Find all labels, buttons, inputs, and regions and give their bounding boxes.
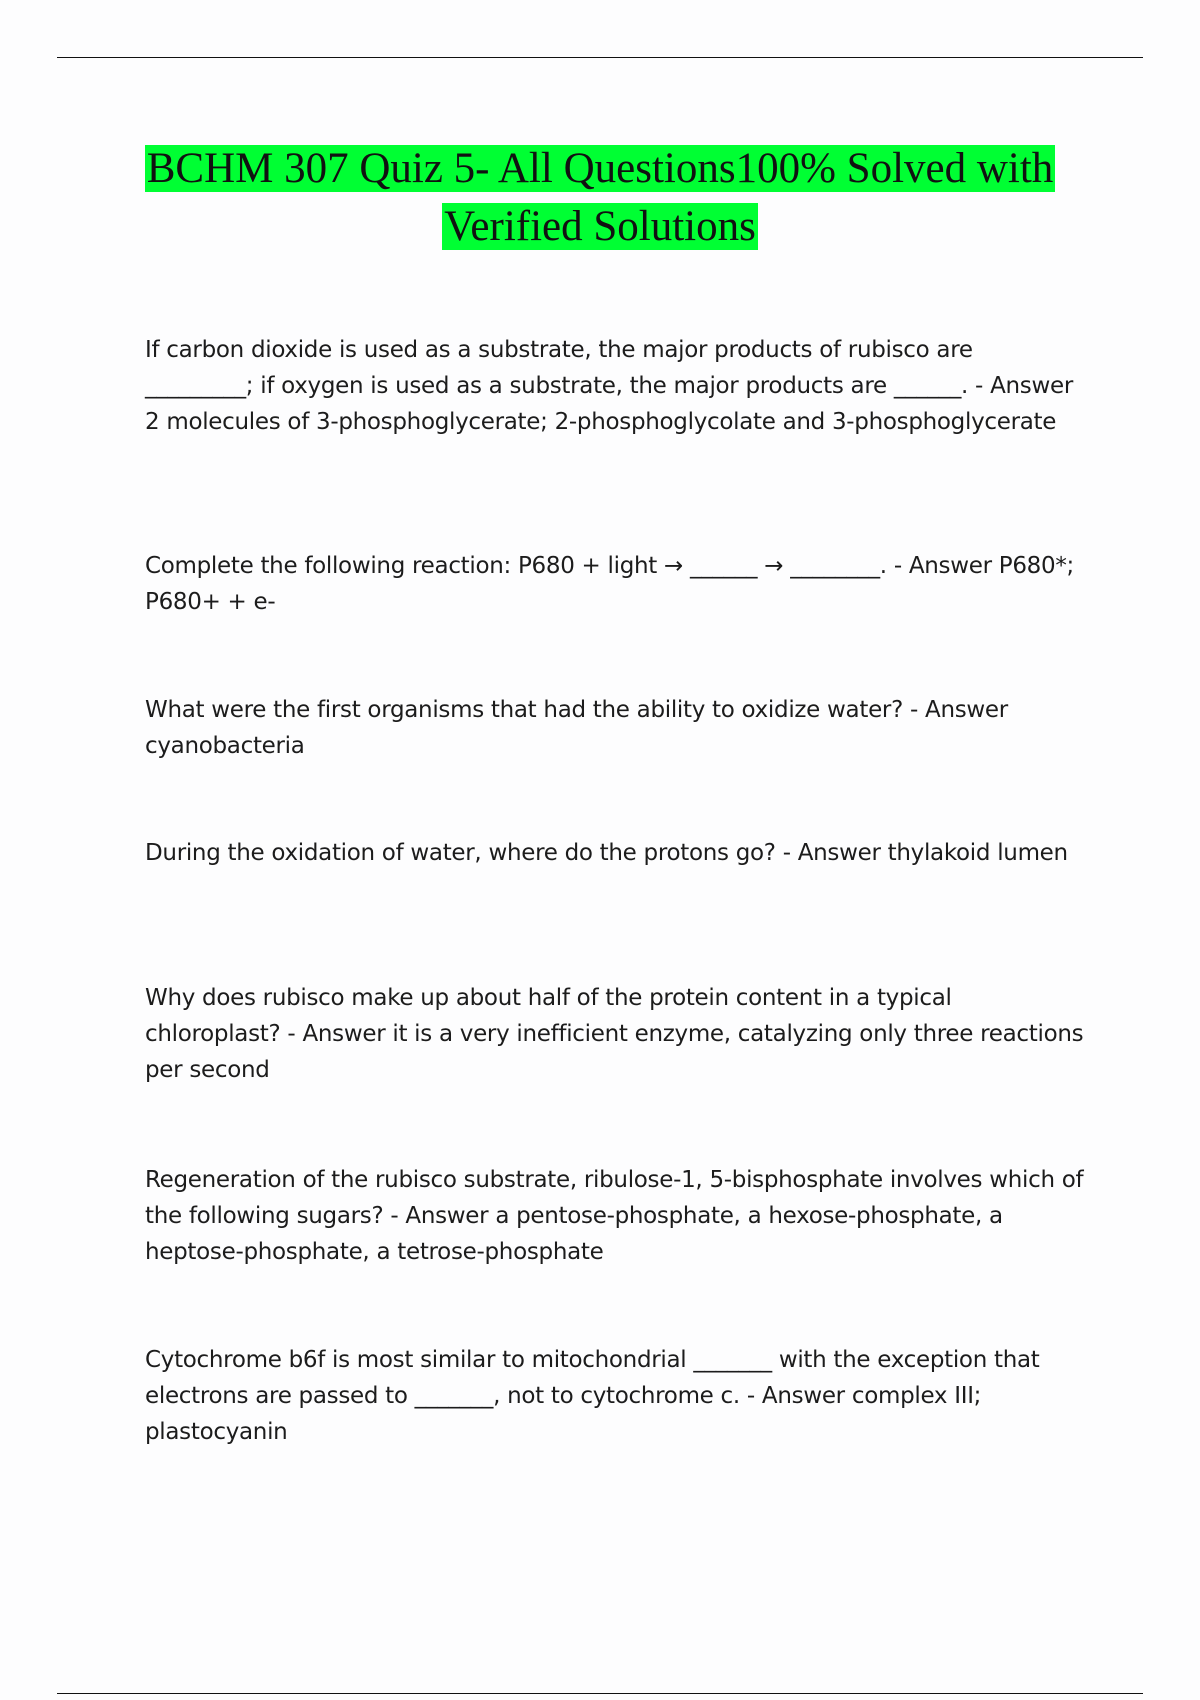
question-text: Complete the following reaction: P680 + light → ______ → ________. - xyxy=(145,553,902,579)
question-text: During the oxidation of water, where do the protons go? - xyxy=(145,840,791,866)
question-text: What were the first organisms that had the ability to oxidize water? - xyxy=(145,697,918,723)
qa-item-4 xyxy=(145,835,1085,871)
qa-item-1 xyxy=(145,332,1085,440)
qa-item-5 xyxy=(145,980,1085,1088)
document-title xyxy=(100,140,1100,256)
question-text: Why does rubisco make up about half of the protein content in a typical chloroplast? - xyxy=(145,985,952,1047)
answer-text: Answer cyanobacteria xyxy=(145,697,1008,759)
answer-text: Answer P680*; P680+ + e- xyxy=(145,553,1074,615)
qa-item-6 xyxy=(145,1162,1085,1270)
footer-rule xyxy=(57,1693,1143,1694)
answer-text: Answer complex III; plastocyanin xyxy=(145,1383,982,1445)
qa-item-7 xyxy=(145,1342,1085,1450)
header-rule xyxy=(57,57,1143,58)
question-text: Regeneration of the rubisco substrate, ribulose-1, 5-bisphosphate involves which of the following sugars? - xyxy=(145,1167,1084,1229)
answer-text: Answer a pentose-phosphate, a hexose-phosphate, a heptose-phosphate, a tetrose-phosphate xyxy=(145,1203,1003,1265)
answer-text: Answer thylakoid lumen xyxy=(797,840,1068,866)
title-highlight: BCHM 307 Quiz 5- All Questions100% Solved with Verified Solutions xyxy=(146,145,1054,250)
question-text: If carbon dioxide is used as a substrate, the major products of rubisco are _________; if oxygen is used as a substrate, the major products are ______. - xyxy=(145,337,984,399)
answer-text: Answer 2 molecules of 3-phosphoglycerate; 2-phosphoglycolate and 3-phosphoglycerate xyxy=(145,373,1073,435)
question-text: Cytochrome b6f is most similar to mitochondrial _______ with the exception that electrons are passed to _______, not to cytochrome c. - xyxy=(145,1347,1040,1409)
answer-text: Answer it is a very inefficient enzyme, catalyzing only three reactions per second xyxy=(145,1021,1084,1083)
qa-item-3 xyxy=(145,692,1085,764)
qa-item-2 xyxy=(145,548,1085,620)
